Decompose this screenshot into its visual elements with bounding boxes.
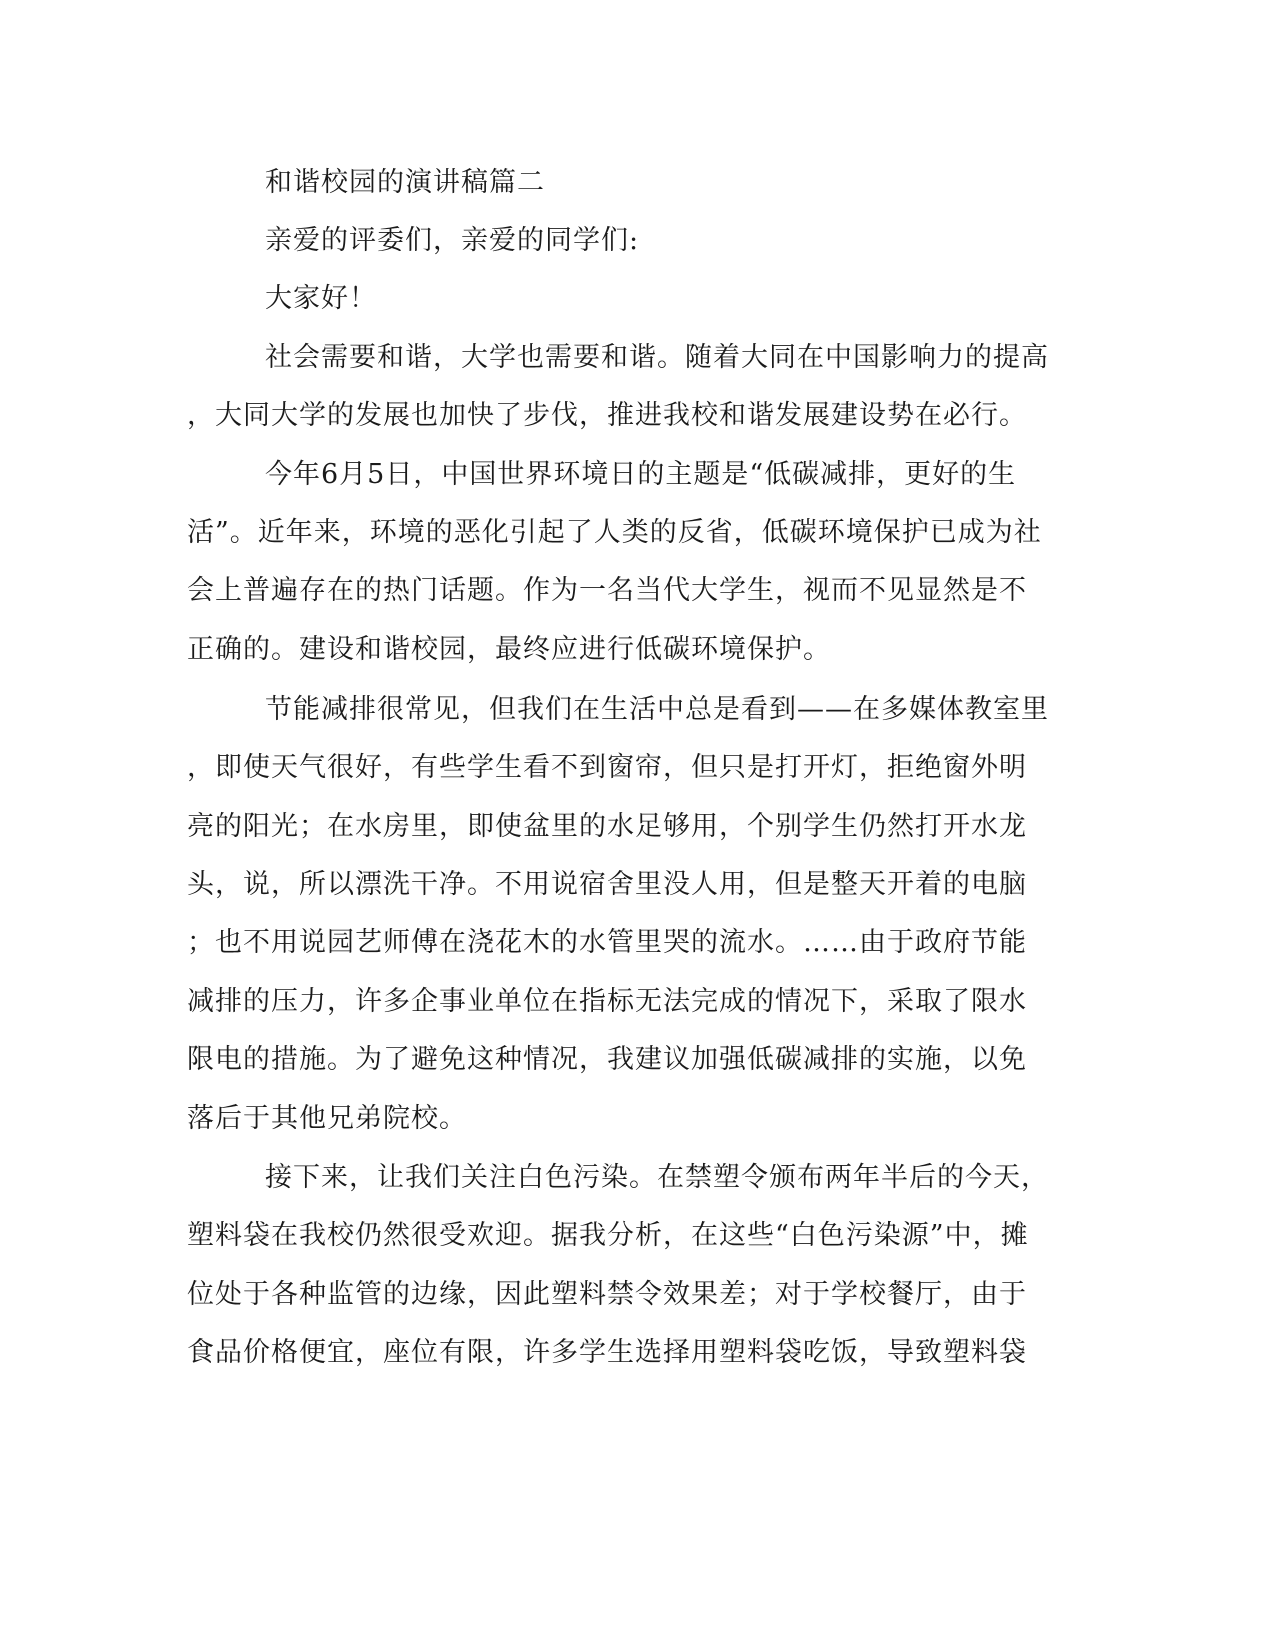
paragraph-3-line-5: ；也不用说园艺师傅在浇花木的水管里哭的流水。……由于政府节能 [187,927,1027,958]
paragraph-1-line-2: ，大同大学的发展也加快了步伐，推进我校和谐发展建设势在必行。 [187,400,1027,431]
paragraph-2-line-3: 会上普遍存在的热门话题。作为一名当代大学生，视而不见显然是不 [187,575,1027,606]
paragraph-3-line-7: 限电的措施。为了避免这种情况，我建议加强低碳减排的实施，以免 [187,1044,1027,1075]
paragraph-3-line-2: ，即使天气很好，有些学生看不到窗帘，但只是打开灯，拒绝窗外明 [187,752,1027,783]
paragraph-2-line-4: 正确的。建设和谐校园，最终应进行低碳环境保护。 [187,634,831,665]
paragraph-3-line-6: 减排的压力，许多企事业单位在指标无法完成的情况下，采取了限水 [187,986,1027,1017]
paragraph-3-line-8: 落后于其他兄弟院校。 [187,1103,467,1134]
paragraph-2-line-1: 今年6月5日，中国世界环境日的主题是“低碳减排，更好的生 [265,459,1017,490]
paragraph-3-line-3: 亮的阳光；在水房里，即使盆里的水足够用，个别学生仍然打开水龙 [187,811,1027,842]
paragraph-4-line-2: 塑料袋在我校仍然很受欢迎。据我分析，在这些“白色污染源”中，摊 [187,1220,1029,1251]
paragraph-1-line-1: 社会需要和谐，大学也需要和谐。随着大同在中国影响力的提高 [265,342,1049,373]
paragraph-3-line-4: 头，说，所以漂洗干净。不用说宿舍里没人用，但是整天开着的电脑 [187,869,1027,900]
paragraph-4-line-1: 接下来，让我们关注白色污染。在禁塑令颁布两年半后的今天， [265,1162,1049,1193]
paragraph-2-line-2: 活”。近年来，环境的恶化引起了人类的反省，低碳环境保护已成为社 [187,517,1042,548]
paragraph-4-line-3: 位处于各种监管的边缘，因此塑料禁令效果差；对于学校餐厅，由于 [187,1279,1027,1310]
paragraph-3-line-1: 节能减排很常见，但我们在生活中总是看到——在多媒体教室里 [265,694,1049,725]
greeting: 大家好！ [265,283,377,314]
paragraph-4-line-4: 食品价格便宜，座位有限，许多学生选择用塑料袋吃饭，导致塑料袋 [187,1337,1027,1368]
document-title: 和谐校园的演讲稿篇二 [265,167,545,198]
salutation: 亲爱的评委们，亲爱的同学们: [265,225,640,256]
